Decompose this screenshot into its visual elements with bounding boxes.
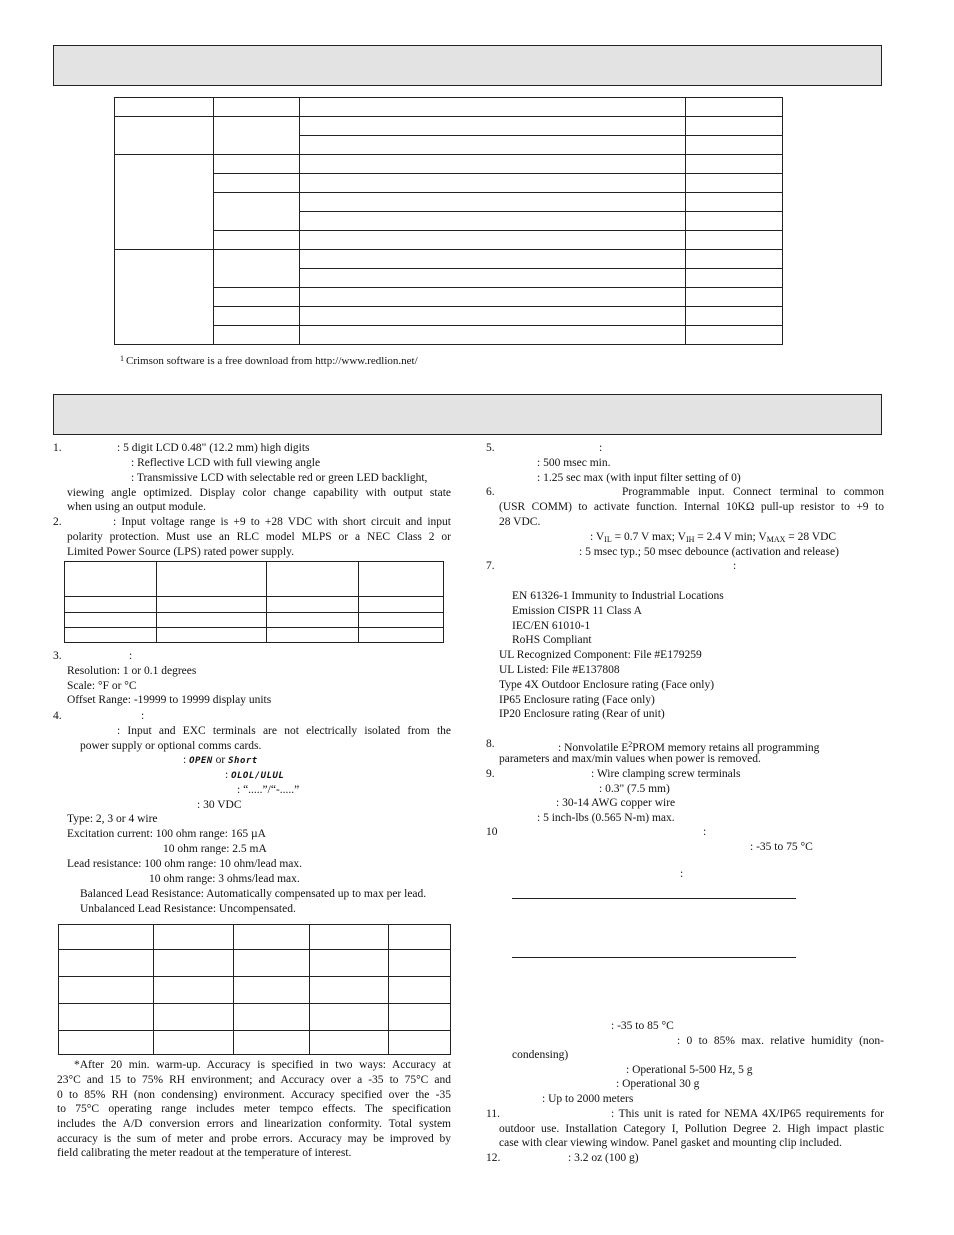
spec-line: condensing) bbox=[512, 1049, 569, 1061]
accuracy-note-line: *After 20 min. warm-up. Accuracy is specified in two ways: Accuracy at bbox=[74, 1059, 451, 1071]
footnote-text: Crimson software is a free download from http://www.redlion.net/ bbox=[126, 355, 418, 367]
spec-line: power supply or optional comms cards. bbox=[80, 740, 262, 752]
accuracy-note-line: to 75°C operating range includes meter tempco effects. The specification bbox=[57, 1103, 451, 1115]
accuracy-note-line: includes the A/D conversion errors and linearization conformity. Total system bbox=[57, 1118, 451, 1130]
lcd-readout-open: OPEN bbox=[189, 756, 213, 766]
subscript: IL bbox=[604, 535, 612, 544]
spec-text: : Nonvolatile E bbox=[558, 742, 629, 754]
item-number: 5. bbox=[486, 442, 495, 454]
item-number: 12. bbox=[486, 1152, 501, 1164]
spec-text: : bbox=[183, 754, 187, 766]
spec-line: : bbox=[599, 442, 603, 454]
spec-line: outdoor use. Installation Category I, Pollution Degree 2. High impact plastic bbox=[499, 1123, 884, 1135]
spec-line: Lead resistance: 100 ohm range: 10 ohm/lead max. bbox=[67, 858, 303, 870]
cert-line: Type 4X Outdoor Enclosure rating (Face only) bbox=[499, 679, 715, 691]
spec-line: : bbox=[680, 868, 684, 880]
spec-line: : Input voltage range is +9 to +28 VDC with short circuit and input bbox=[113, 516, 451, 528]
spec-text: = 28 VDC bbox=[785, 531, 837, 543]
spec-text: or bbox=[215, 754, 226, 766]
accuracy-note-line: field calibrating the meter readout at the temperature of interest. bbox=[57, 1147, 352, 1159]
spec-text: = 2.4 V min; V bbox=[694, 531, 767, 543]
spec-line: Offset Range: -19999 to 19999 display units bbox=[67, 694, 272, 706]
spec-line: Excitation current: 100 ohm range: 165 µA bbox=[67, 828, 266, 840]
spec-line: : Operational 5-500 Hz, 5 g bbox=[626, 1064, 753, 1076]
spec-line: 28 VDC. bbox=[499, 516, 541, 528]
accuracy-note-line: 0 to 85% RH (non condensing) environment. Accuracy specified over the -35 bbox=[57, 1089, 451, 1101]
accuracy-note-line: 23°C and 15 to 75% RH environment; and Accuracy over a -35 to 75°C and bbox=[57, 1074, 451, 1086]
divider-line bbox=[512, 898, 796, 899]
spec-line: 10 ohm range: 2.5 mA bbox=[163, 843, 267, 855]
spec-line: : Wire clamping screw terminals bbox=[591, 768, 741, 780]
lcd-readout-short: Short bbox=[228, 756, 258, 766]
divider-line bbox=[512, 957, 796, 958]
item-number: 9. bbox=[486, 768, 495, 780]
cert-line: IP65 Enclosure rating (Face only) bbox=[499, 694, 655, 706]
superscript: 2 bbox=[628, 740, 633, 749]
cert-line: RoHS Compliant bbox=[512, 634, 592, 646]
spec-line: Scale: °F or °C bbox=[67, 680, 137, 692]
cert-line: UL Listed: File #E137808 bbox=[499, 664, 620, 676]
item-number: 3. bbox=[53, 650, 62, 662]
spec-line: : -35 to 85 °C bbox=[611, 1020, 674, 1032]
spec-line: : Input and EXC terminals are not electrically isolated from the bbox=[117, 725, 451, 737]
spec-line: Programmable input. Connect terminal to common bbox=[622, 486, 884, 498]
item-number: 4. bbox=[53, 710, 62, 722]
spec-line: : bbox=[703, 826, 707, 838]
spec-text: : bbox=[225, 769, 229, 781]
spec-line: Balanced Lead Resistance: Automatically compensated up to max per lead. bbox=[80, 888, 427, 900]
spec-text: PROM memory retains all programming bbox=[632, 742, 820, 754]
spec-line: : 5 inch-lbs (0.565 N-m) max. bbox=[537, 812, 675, 824]
spec-line: : 500 msec min. bbox=[537, 457, 611, 469]
spec-line: (USR COMM) to activate function. Internal 10KΩ pull-up resistor to +9 to bbox=[499, 501, 884, 513]
spec-line: : 0.3" (7.5 mm) bbox=[599, 783, 670, 795]
spec-line: case with clear viewing window. Panel gasket and mounting clip included. bbox=[499, 1137, 842, 1149]
cert-line: EN 61326-1 Immunity to Industrial Locations bbox=[512, 590, 724, 602]
cert-line: IEC/EN 61010-1 bbox=[512, 620, 591, 632]
item-number: 6. bbox=[486, 486, 495, 498]
spec-line: Unbalanced Lead Resistance: Uncompensated. bbox=[80, 903, 296, 915]
accuracy-note-line: accuracy is the sum of meter and probe errors. Accuracy may be improved by bbox=[57, 1133, 451, 1145]
spec-line: parameters and max/min values when power is removed. bbox=[499, 753, 761, 765]
spec-line: Type: 2, 3 or 4 wire bbox=[67, 813, 158, 825]
spec-line: : 30-14 AWG copper wire bbox=[556, 797, 676, 809]
lcd-readout-olul: OLOL/ULUL bbox=[231, 771, 285, 781]
spec-line: when using an output module. bbox=[67, 501, 206, 513]
cert-line: Emission CISPR 11 Class A bbox=[512, 605, 642, 617]
spec-line: Resolution: 1 or 0.1 degrees bbox=[67, 665, 197, 677]
spec-line: : 30 VDC bbox=[197, 799, 242, 811]
item-number: 2. bbox=[53, 516, 62, 528]
spec-line: : bbox=[141, 710, 145, 722]
spec-text: = 0.7 V max; V bbox=[611, 531, 686, 543]
spec-line: : 1.25 sec max (with input filter setting of 0) bbox=[537, 472, 741, 484]
spec-line: : bbox=[733, 560, 737, 572]
spec-line: : bbox=[129, 650, 133, 662]
spec-line: : “.....”/“-.....” bbox=[237, 784, 300, 796]
spec-line: : 0 to 85% max. relative humidity (non- bbox=[677, 1035, 884, 1047]
spec-line: : 3.2 oz (100 g) bbox=[568, 1152, 639, 1164]
footnote-mark: 1 bbox=[120, 354, 124, 363]
cert-line: IP20 Enclosure rating (Rear of unit) bbox=[499, 708, 665, 720]
item-number: 1. bbox=[53, 442, 62, 454]
spec-line: : 5 digit LCD 0.48" (12.2 mm) high digits bbox=[117, 442, 310, 454]
spec-line: : Operational 30 g bbox=[616, 1078, 700, 1090]
spec-line: : Up to 2000 meters bbox=[542, 1093, 634, 1105]
spec-line: : -35 to 75 °C bbox=[750, 841, 813, 853]
subscript: MAX bbox=[766, 535, 786, 544]
item-number: 8. bbox=[486, 738, 495, 750]
cert-line: UL Recognized Component: File #E179259 bbox=[499, 649, 702, 661]
spec-line: : Reflective LCD with full viewing angle bbox=[131, 457, 321, 469]
spec-line: 10 ohm range: 3 ohms/lead max. bbox=[149, 873, 300, 885]
spec-line: : This unit is rated for NEMA 4X/IP65 requirements for bbox=[611, 1108, 884, 1120]
spec-line: Limited Power Source (LPS) rated power supply. bbox=[67, 546, 294, 558]
subscript: IH bbox=[685, 535, 695, 544]
item-number: 7. bbox=[486, 560, 495, 572]
spec-line: : Transmissive LCD with selectable red or green LED backlight, bbox=[131, 472, 428, 484]
item-number: 11. bbox=[486, 1108, 500, 1120]
spec-line: viewing angle optimized. Display color change capability with output state bbox=[67, 487, 451, 499]
spec-line: polarity protection. Must use an RLC model MLPS or a NEC Class 2 or bbox=[67, 531, 451, 543]
spec-line: : 5 msec typ.; 50 msec debounce (activation and release) bbox=[579, 546, 839, 558]
spec-text: : V bbox=[590, 531, 605, 543]
item-number: 10 bbox=[486, 826, 498, 838]
